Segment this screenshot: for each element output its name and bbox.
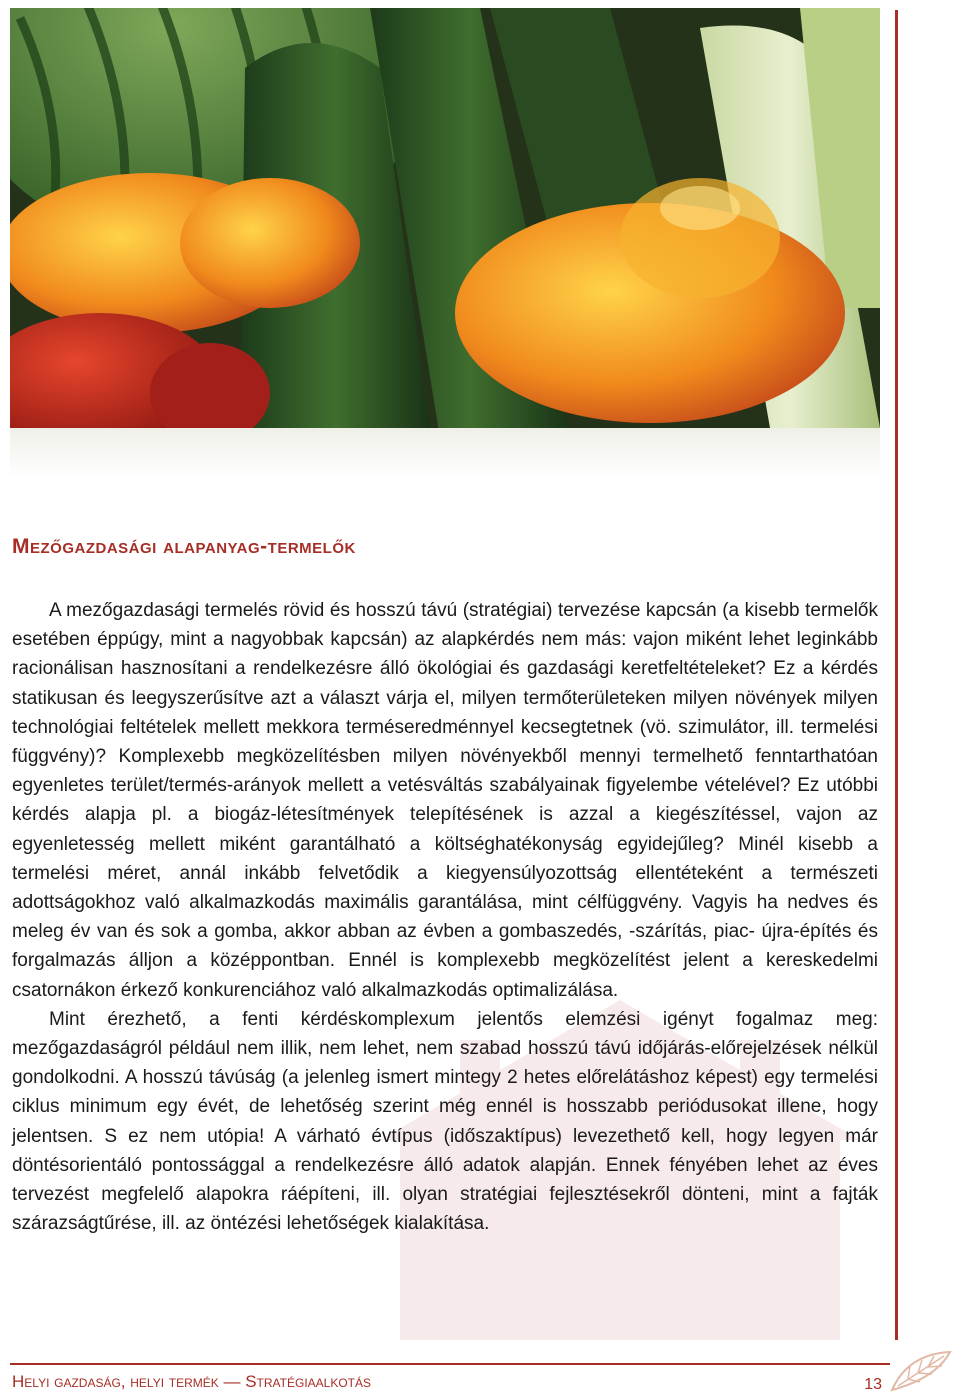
page-number: 13 — [864, 1376, 882, 1393]
paragraph-2: Mint érezhető, a fenti kérdéskomplexum jelentős elemzési igényt fogalmaz meg: mezőgazdaságról például nem illik, nem lehet, nem szabad hosszú távú időjárás-előrejelzések nélkül gondolkodni. A hosszú távúság (a jelenleg ismert mintegy 2 hetes előrelátáshoz képest) egy termelési ciklus minimum egy évét, de lehetőség szerint még ennél is hosszabb periódusokat illene, hogy jelentsen. S ez nem utópia! A várható évtípus (időszaktípus) levezethető kell, hogy legyen már döntésorientáló pontossággal a rendelkezésre álló adatok alapján. Ennek fényében lehet az éves tervezést megfelelő alapokra ráépíteni, ill. olyan stratégiai fejlesztésekről dönteni, mint a fajták szárazságtűrése, ill. az öntézési lehetőségek kialakítása. — [12, 1008, 878, 1235]
leaf-logo-icon — [888, 1348, 954, 1394]
footer-running-title: Helyi gazdaság, helyi termék — Stratégiaalkotás — [12, 1372, 372, 1391]
photo-bottom-fade — [10, 428, 880, 478]
footer-rule — [10, 1363, 890, 1365]
right-margin-rule — [895, 10, 898, 1340]
vegetables-photo — [10, 8, 880, 478]
vegetables-photo-illustration — [10, 8, 880, 478]
article-body — [12, 596, 878, 1238]
section-heading: Mezőgazdasági alapanyag-termelők — [12, 535, 356, 558]
paragraph-1: A mezőgazdasági termelés rövid és hosszú távú (stratégiai) tervezése kapcsán (a kisebb termelők esetében éppúgy, mint a nagyobbak kapcsán) az alapkérdés nem más: vajon miként lehet leginkább racionálisan hasznosítani a rendelkezésre álló ökológiai és gazdasági keretfeltételeket? Ez a kérdés statikusan és leegyszerűsítve azt a választ várja el, milyen termőterületeken milyen növények milyen technológiai feltételek mellett mekkora terméseredménnyel kecsegtetnek (vö. szimulátor, ill. termelési függvény)? Komplexebb megközelítésben milyen növényekből mennyi termelhető fenntarthatóan egyenletes terület/termés-arányok mellett a vetésváltás szabályainak figyelembe vételével? Ez utóbbi kérdés alapja pl. a biogáz-létesítmények telepítésének is azzal a kiegészítéssel, vajon az egyenletesség mellett miként garantálható a költséghatékonyság egyidejűleg? Minél kisebb a termelési méret, annál inkább felvetődik a kiegyensúlyozottság ellentéteként a természeti adottságokhoz való alkalmazkodás maximális garantálása, mint célfüggvény. Vagyis ha nedves és meleg év van és sok a gomba, akkor abban az évben a gombaszedés, -szárítás, piac- újra-építés és forgalmazás álljon a középpontban. Ennél is komplexebb megközelítést jelent a kereskedelmi csatornákon érkező konkurenciához való alkalmazkodás optimalizálása. — [12, 600, 878, 1001]
